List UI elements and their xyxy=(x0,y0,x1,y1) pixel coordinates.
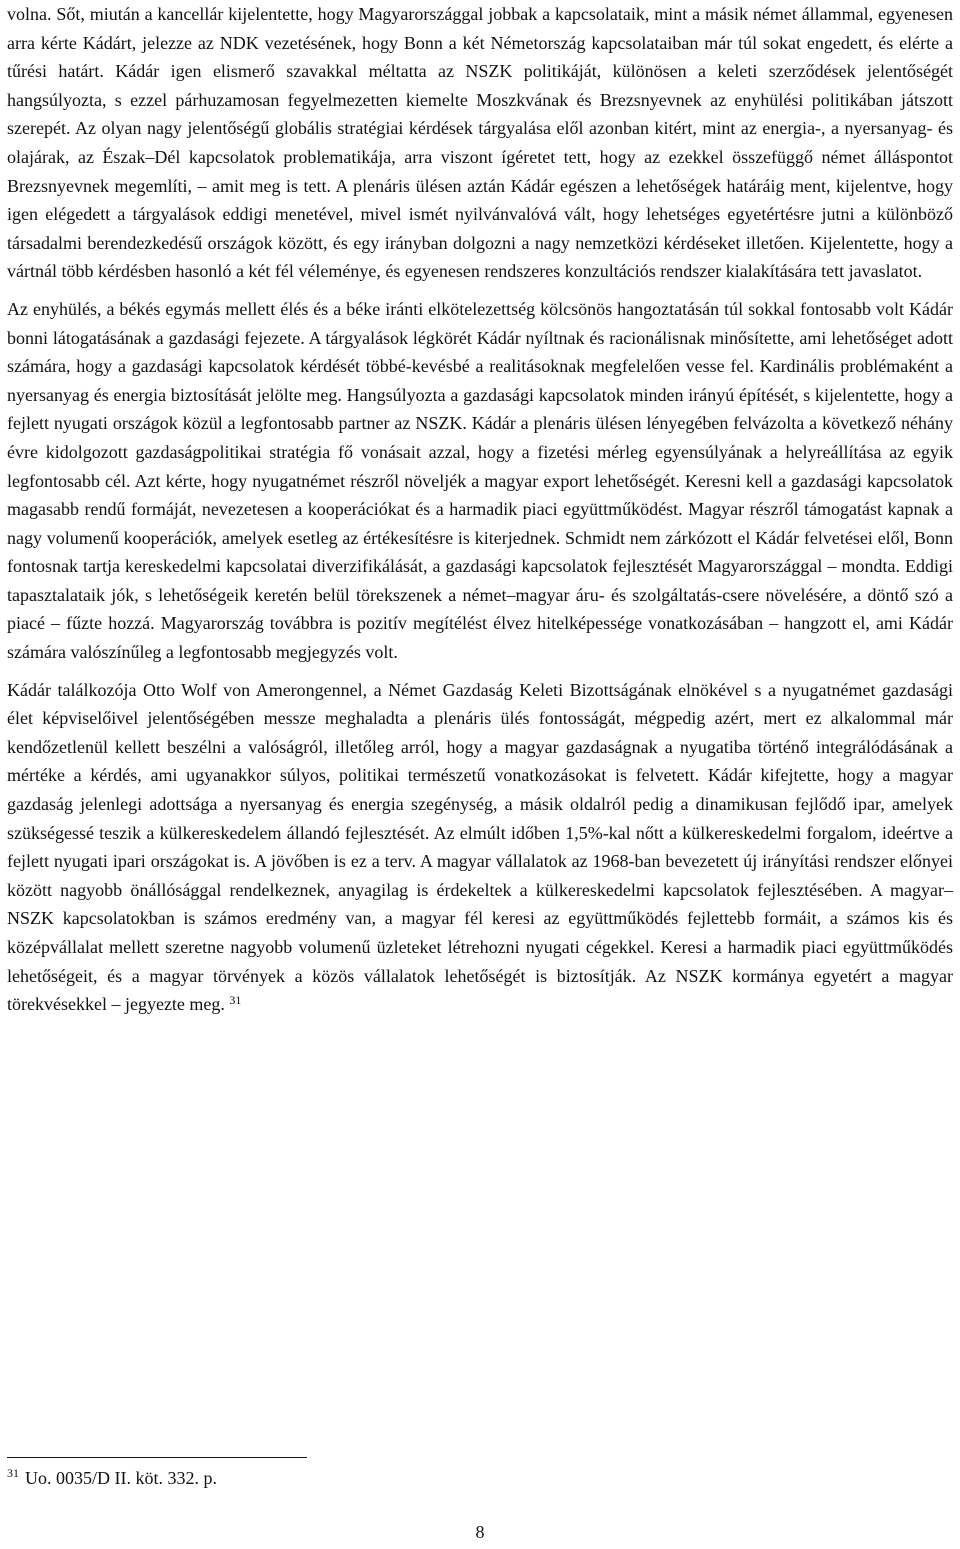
paragraph-1-text: volna. Sőt, miután a kancellár kijelentette, hogy Magyarországgal jobbak a kapcsolataik, mint a másik német állammal, egyenesen arra kérte Kádárt, jelezze az NDK vezetésének, hogy Bonn a két Németország kapcsolataiban már túl sokat engedett, és elérte a tűrési határt. Kádár igen elismerő szavakkal méltatta az NSZK politikáját, különösen a keleti szerződések jelentőségét hangsúlyozta, s ezzel párhuzamosan fegyelmezetten kiemelte Moszkvának és Brezsnyevnek az enyhülési politikában játszott szerepét. Az olyan nagy jelentőségű globális stratégiai kérdések tárgyalása elől azonban kitért, mint az energia-, a nyersanyag- és olajárak, az Észak–Dél kapcsolatok problematikája, arra viszont ígéretet tett, hogy az ezekkel összefüggő német álláspontot Brezsnyevnek megemlíti, – amit meg is tett. A plenáris ülésen aztán Kádár egészen a lehetőségek határáig ment, kijelentve, hogy igen elégedett a tárgyalások eddigi menetével, mivel ismét nyilvánvalóvá vált, hogy lehetséges egyetértésre jutni a különböző társadalmi berendezkedésű országok között, és egy irányban dolgozni a nagy nemzetközi kérdéseket illetően. Kijelentette, hogy a vártnál több kérdésben hasonló a két fél véleménye, és egyenesen rendszeres konzultációs rendszer kialakítására tett javaslatot. xyxy=(7,4,953,282)
footnote-text: Uo. 0035/D II. köt. 332. p. xyxy=(25,1468,217,1488)
paragraph-3-text: Kádár találkozója Otto Wolf von Amerongennel, a Német Gazdaság Keleti Bizottságának elnökével s a nyugatnémet gazdasági élet képviselőivel jelentőségében messze meghaladta a plenáris ülés fontosságát, mégpedig azért, mert ez alkalommal már kendőzetlenül kellett beszélni a valóságról, illetőleg arról, hogy a magyar gazdaságnak a nyugatiba történő integrálódásának a mértéke a kérdés, ami ugyanakkor súlyos, politikai természetű vonatkozásokat is felvetett. Kádár kifejtette, hogy a magyar gazdaság jelenlegi adottsága a nyersanyag és energia szegénység, a másik oldalról pedig a dinamikusan fejlődő ipar, amelyek szükségessé teszik a külkereskedelem állandó fejlesztését. Az elmúlt időben 1,5%-kal nőtt a külkereskedelmi forgalom, ideértve a fejlett nyugati ipari országokat is. A jövőben is ez a terv. A magyar vállalatok az 1968-ban bevezetett új irányítási rendszer előnyei között nagyobb önállósággal rendelkeznek, anyagilag is érdekeltek a külkereskedelmi kapcsolatok fejlesztésében. A magyar–NSZK kapcsolatokban is számos eredmény van, a magyar fél keresi az együttműködés fejlettebb formáit, a számos kis és középvállalat mellett szeretne nagyobb volumenű üzleteket létrehozni nyugati cégekkel. Keresi a harmadik piaci együttműködés lehetőségeit, és a magyar törvények a közös vállalatok lehetőségét is biztosítják. Az NSZK kormánya egyetért a magyar törekvésekkel – jegyezte meg. xyxy=(7,679,953,1015)
page-number: 8 xyxy=(475,1522,485,1542)
paragraph-2-text: Az enyhülés, a békés egymás mellett élés és a béke iránti elkötelezettség kölcsönös hangoztatásán túl sokkal fontosabb volt Kádár bonni látogatásának a gazdasági fejezete. A tárgyalások légkörét Kádár nyíltnak és racionálisnak minősítette, ami lehetőséget adott számára, hogy a gazdasági kapcsolatok kérdését többé-kevésbé a realitásoknak megfelelően vesse fel. Kardinális problémaként a nyersanyag és energia biztosítását jelölte meg. Hangsúlyozta a gazdasági kapcsolatok minden irányú építését, s kijelentette, hogy a fejlett nyugati országok közül a legfontosabb partner az NSZK. Kádár a plenáris ülésen lényegében felvázolta a következő néhány évre kidolgozott gazdaságpolitikai stratégia fő vonásait azzal, hogy a fizetési mérleg egyensúlyának a helyreállítása az egyik legfontosabb cél. Azt kérte, hogy nyugatnémet részről növeljék a magyar export lehetőségét. Keresni kell a gazdasági kapcsolatok magasabb rendű formáját, nevezetesen a kooperációkat és a harmadik piaci együttműködést. Magyar részről támogatást kapnak a nagy volumenű kooperációk, amelyek esetleg az értékesítésre is kiterjednek. Schmidt nem zárkózott el Kádár felvetései elől, Bonn fontosnak tartja kereskedelmi kapcsolatai diverzifikálását, a gazdasági kapcsolatok fejlesztését Magyarországgal – mondta. Eddigi tapasztalataik jók, s lehetőségeik keretén belül törekszenek a német–magyar áru- és szolgáltatás-csere növelésére, a döntő szó a piacé – fűzte hozzá. Magyarország továbbra is pozitív megítélést élvez hitelképessége vonatkozásában – hangzott el, ami Kádár számára valószínűleg a legfontosabb megjegyzés volt. xyxy=(7,298,953,663)
footnote-number: 31 xyxy=(7,1466,19,1480)
paragraph-1 xyxy=(7,0,953,286)
footnote-reference[interactable]: 31 xyxy=(229,993,242,1008)
document-body xyxy=(7,0,953,1019)
footnote-separator xyxy=(7,1457,307,1458)
paragraph-2 xyxy=(7,295,953,667)
paragraph-3 xyxy=(7,676,953,1019)
footnote xyxy=(7,1466,217,1490)
